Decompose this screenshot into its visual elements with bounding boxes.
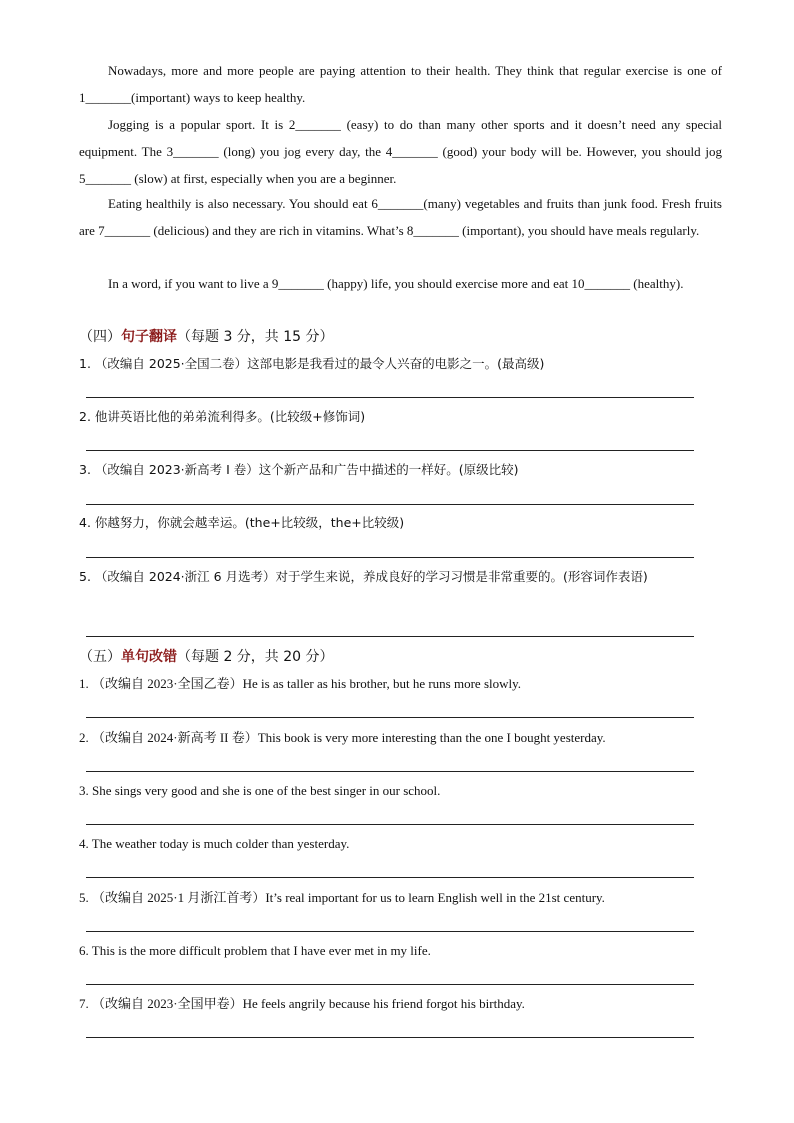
correction-question-2: 2. （改编自 2024·新高考 II 卷）This book is very more interesting than the one I bought yesterday. <box>79 730 606 745</box>
section-4-note: （每题 3 分，共 15 分） <box>177 329 334 345</box>
section-5-heading <box>79 647 334 667</box>
section-4-title: 句子翻译 <box>121 329 177 345</box>
correction-question-4: 4. The weather today is much colder than yesterday. <box>79 836 350 851</box>
section-5-title: 单句改错 <box>121 649 177 665</box>
answer-line[interactable] <box>86 397 694 398</box>
section-4-heading <box>79 327 334 347</box>
answer-line[interactable] <box>86 1037 694 1038</box>
translation-question-2: 2. 他讲英语比他的弟弟流利得多。(比较级+修饰词) <box>79 409 366 424</box>
answer-line[interactable] <box>86 877 694 878</box>
answer-line[interactable] <box>86 824 694 825</box>
answer-line[interactable] <box>86 450 694 451</box>
translation-question-1: 1. （改编自 2025·全国二卷）这部电影是我看过的最令人兴奋的电影之一。(最高级) <box>79 356 545 371</box>
correction-question-6: 6. This is the more difficult problem that I have ever met in my life. <box>79 943 431 958</box>
correction-question-5: 5. （改编自 2025·1 月浙江首考）It’s real important for us to learn English well in the 21st century. <box>79 890 605 905</box>
section-5-note: （每题 2 分，共 20 分） <box>177 649 334 665</box>
answer-line[interactable] <box>86 771 694 772</box>
correction-question-1: 1. （改编自 2023·全国乙卷）He is as taller as his brother, but he runs more slowly. <box>79 676 522 691</box>
translation-question-3: 3. （改编自 2023·新高考 I 卷）这个新产品和广告中描述的一样好。(原级比较) <box>79 462 519 477</box>
correction-question-7: 7. （改编自 2023·全国甲卷）He feels angrily because his friend forgot his birthday. <box>79 996 525 1011</box>
answer-line[interactable] <box>86 984 694 985</box>
section-4-prefix: （四） <box>79 329 121 345</box>
answer-line[interactable] <box>86 557 694 558</box>
answer-line[interactable] <box>86 636 694 637</box>
translation-question-4: 4. 你越努力，你就会越幸运。(the+比较级，the+比较级) <box>79 515 405 530</box>
correction-question-3: 3. She sings very good and she is one of the best singer in our school. <box>79 783 441 798</box>
passage-paragraph-2: Jogging is a popular sport. It is 2_______ (easy) to do than many other sports and it doesn’t need any special equipment. The 3_______ (long) you jog every day, the 4_______ (good) your body will be. However, you should jog 5_______ (slow) at first, especially when you are a beginner. <box>79 117 722 186</box>
answer-line[interactable] <box>86 931 694 932</box>
answer-line[interactable] <box>86 504 694 505</box>
answer-line[interactable] <box>86 717 694 718</box>
passage-paragraph-1: Nowadays, more and more people are paying attention to their health. They think that regular exercise is one of 1_______(important) ways to keep healthy. <box>79 63 722 105</box>
passage-paragraph-3: Eating healthily is also necessary. You should eat 6_______(many) vegetables and fruits than junk food. Fresh fruits are 7_______ (delicious) and they are rich in vitamins. What’s 8_______ (important), you should have meals regularly. <box>79 196 722 238</box>
section-5-prefix: （五） <box>79 649 121 665</box>
passage-paragraph-4: In a word, if you want to live a 9_______ (happy) life, you should exercise more and eat 10_______ (healthy). <box>108 276 684 291</box>
translation-question-5: 5. （改编自 2024·浙江 6 月选考）对于学生来说，养成良好的学习习惯是非常重要的。(形容词作表语) <box>79 569 648 584</box>
